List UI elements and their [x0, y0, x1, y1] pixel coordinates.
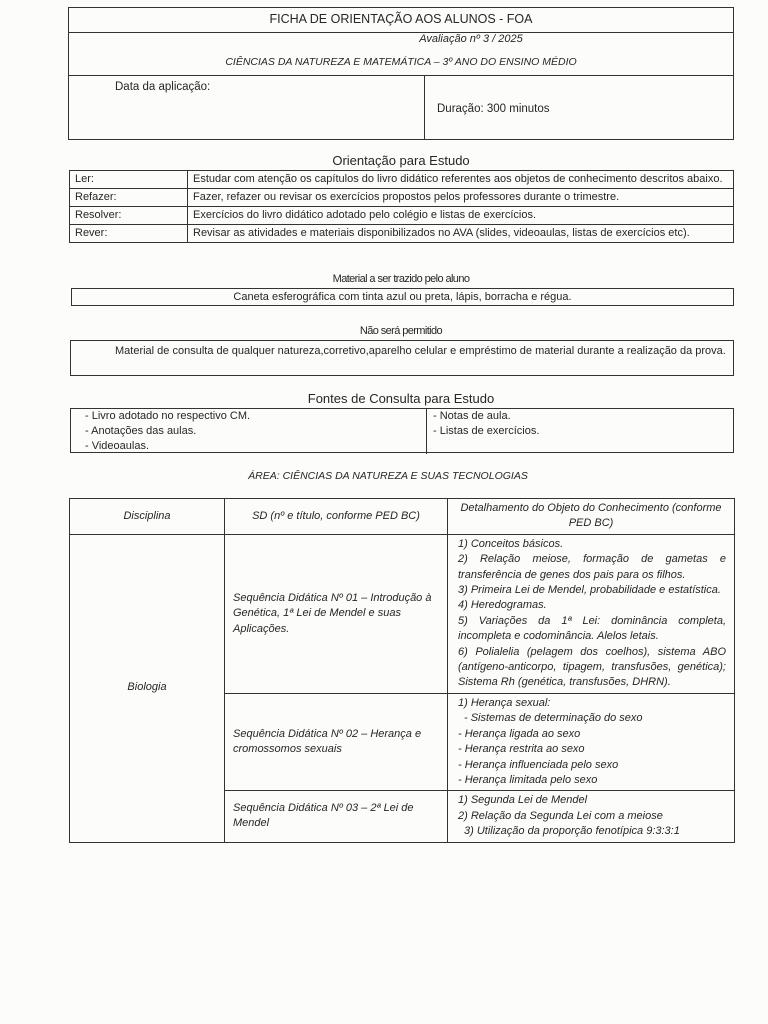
list-item: 1) Conceitos básicos.: [458, 537, 564, 550]
list-item: - Herança ligada ao sexo: [458, 727, 581, 740]
row-text: Fazer, refazer ou revisar os exercícios propostos pelos professores durante o trimestre.: [188, 189, 734, 207]
row-label: Ler:: [70, 171, 188, 189]
required-material-box: Caneta esferográfica com tinta azul ou preta, lápis, borracha e régua.: [71, 288, 734, 306]
area-title: ÁREA: CIÊNCIAS DA NATUREZA E SUAS TECNOLOGIAS: [248, 470, 528, 482]
row-text: Exercícios do livro didático adotado pelo colégio e listas de exercícios.: [188, 207, 734, 225]
header-sd: SD (nº e título, conforme PED BC): [225, 499, 448, 535]
evaluation-number: Avaliação nº 3 / 2025: [419, 33, 523, 45]
list-item: 6) Polialelia (pelagem dos coelhos), sistema ABO (antígeno-anticorpo, tipagem, transfusões, genética); Sistema Rh (genética, transfusões, DHRN).: [458, 645, 726, 689]
header-detalhamento: Detalhamento do Objeto do Conhecimento (conforme PED BC): [448, 499, 735, 535]
list-item: - Sistemas de determinação do sexo: [464, 712, 643, 725]
required-material-title: Material a ser trazido pelo aluno: [332, 273, 470, 285]
not-allowed-box: Material de consulta de qualquer natureza,corretivo,aparelho celular e empréstimo de material durante a realização da prova.: [70, 340, 734, 376]
study-sources-title: Fontes de Consulta para Estudo: [307, 391, 495, 406]
table-row: [70, 534, 735, 693]
list-item: 3) Primeira Lei de Mendel, probabilidade e estatística.: [458, 584, 721, 597]
row-label: Rever:: [70, 225, 188, 243]
list-item: - Anotações das aulas.: [85, 425, 197, 437]
row-text: Revisar as atividades e materiais disponibilizados no AVA (slides, videoaulas, listas de exercícios etc).: [188, 225, 734, 243]
header-disciplina: Disciplina: [70, 499, 225, 535]
row-label: Resolver:: [70, 207, 188, 225]
study-sources-box: [70, 408, 734, 453]
list-item: - Videoaulas.: [85, 440, 150, 452]
row-label: Refazer:: [70, 189, 188, 207]
table-row: [70, 189, 734, 207]
list-item: - Herança restrita ao sexo: [458, 743, 585, 756]
sequence-title: Sequência Didática Nº 03 – 2ª Lei de Mendel: [225, 791, 448, 842]
table-header-row: [70, 499, 735, 535]
list-item: 4) Heredogramas.: [458, 599, 547, 612]
list-item: 1) Segunda Lei de Mendel: [458, 794, 588, 807]
study-guidance-table: [69, 170, 734, 243]
content-table: [69, 498, 735, 843]
sources-right-list: [426, 409, 726, 454]
sources-left-list: [85, 409, 250, 454]
list-item: - Herança influenciada pelo sexo: [458, 758, 619, 771]
list-item: 2) Relação da Segunda Lei com a meiose: [458, 809, 663, 822]
table-row: [70, 171, 734, 189]
sequence-details: [448, 534, 735, 693]
list-item: - Livro adotado no respectivo CM.: [85, 410, 251, 422]
sequence-details: [448, 693, 735, 790]
document-title: FICHA DE ORIENTAÇÃO AOS ALUNOS - FOA: [68, 7, 734, 33]
list-item: - Notas de aula.: [433, 410, 511, 422]
row-text: Estudar com atenção os capítulos do livro didático referentes aos objetos de conhecimento descritos abaixo.: [188, 171, 734, 189]
list-item: 5) Variações da 1ª Lei: dominância completa, incompleta e codominância. Alelos letais.: [458, 614, 726, 643]
application-date-field: [68, 76, 425, 140]
study-guidance-title: Orientação para Estudo: [332, 153, 470, 168]
list-item: 2) Relação meiose, formação de gametas e transferência de genes dos pais para os filhos.: [458, 553, 726, 581]
sequence-title: Sequência Didática Nº 02 – Herança e cromossomos sexuais: [225, 693, 448, 790]
application-date-label: Data da aplicação:: [115, 81, 211, 93]
list-item: - Listas de exercícios.: [433, 425, 540, 437]
exam-info: [68, 32, 734, 76]
list-item: 1) Herança sexual:: [458, 696, 551, 709]
duration-label: Duração: 300 minutos: [437, 103, 550, 115]
sequence-details: [448, 791, 735, 842]
table-row: [70, 225, 734, 243]
list-item: 3) Utilização da proporção fenotípica 9:3:3:1: [464, 825, 680, 838]
duration-field: [424, 76, 734, 140]
course-name: CIÊNCIAS DA NATUREZA E MATEMÁTICA – 3º ANO DO ENSINO MÉDIO: [225, 56, 577, 68]
discipline-cell: Biologia: [70, 534, 225, 842]
not-allowed-title: Não será permitido: [359, 325, 443, 337]
table-row: [70, 207, 734, 225]
sequence-title: Sequência Didática Nº 01 – Introdução à Genética, 1ª Lei de Mendel e suas Aplicações.: [225, 534, 448, 693]
list-item: - Herança limitada pelo sexo: [458, 773, 598, 786]
